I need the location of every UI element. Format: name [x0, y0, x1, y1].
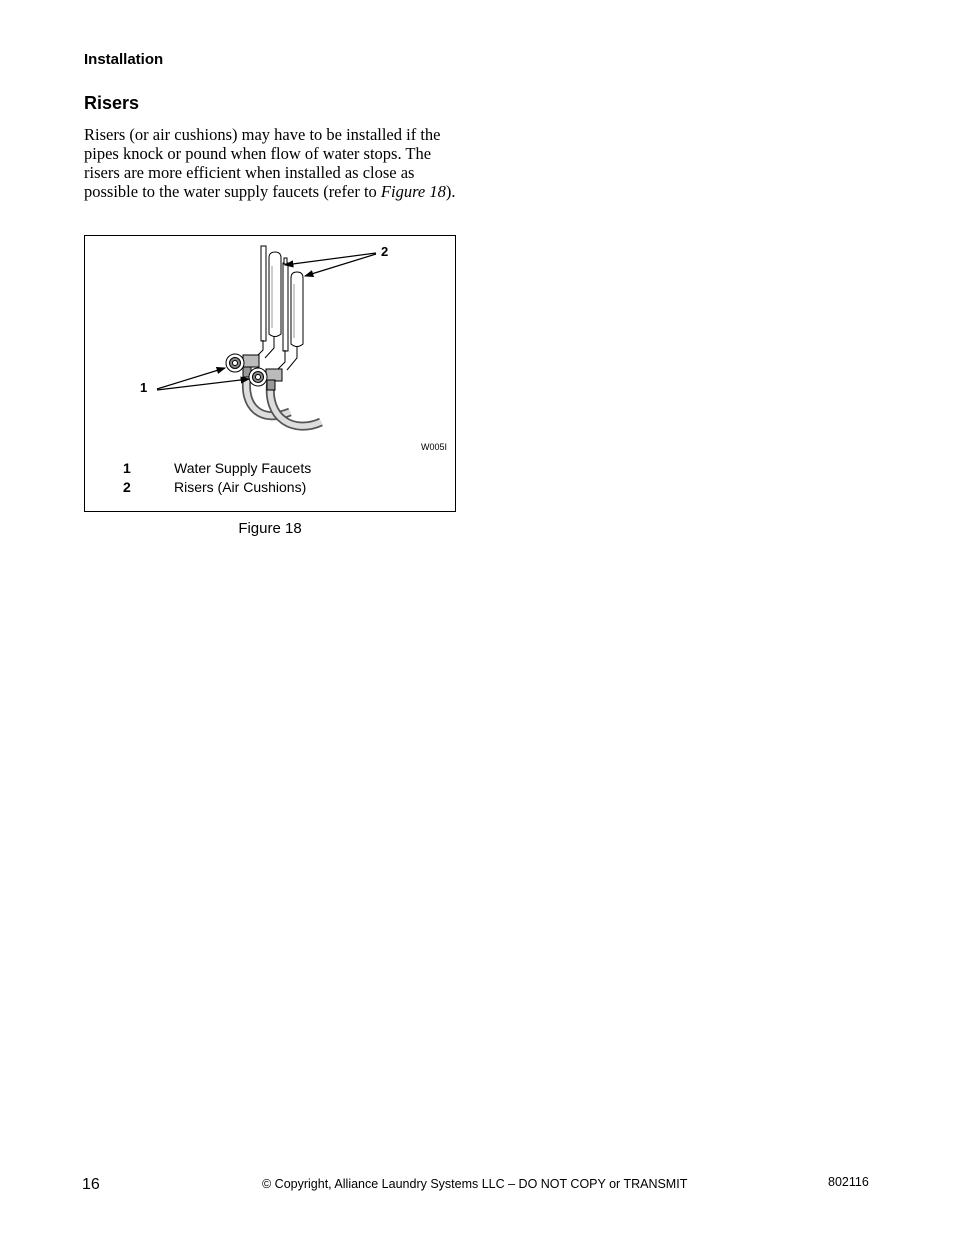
copyright-notice: © Copyright, Alliance Laundry Systems LLC – DO NOT COPY or TRANSMIT — [262, 1177, 688, 1191]
hose-right — [270, 380, 321, 426]
section-title: Risers — [84, 93, 140, 113]
legend-number: 1 — [123, 459, 131, 476]
figure-legend — [123, 458, 311, 496]
legend-row — [123, 477, 311, 496]
paragraph-text: Risers (or air cushions) may have to be installed if the pipes knock or pound when flow of water stops. The risers are more efficient when installed as close as possible to the water supply faucets (refer to — [84, 125, 441, 201]
paragraph-end: ). — [445, 182, 456, 201]
legend-row — [123, 458, 311, 477]
riser-left — [251, 246, 281, 358]
legend-number: 2 — [123, 478, 131, 495]
legend-label: Water Supply Faucets — [174, 459, 312, 476]
figure-code: W005I — [421, 442, 448, 452]
page-number: 16 — [82, 1176, 100, 1193]
figure-reference: Figure 18 — [380, 182, 446, 201]
document-number: 802116 — [828, 1175, 869, 1189]
callout-label-2: 2 — [381, 244, 389, 259]
callout-label-1: 1 — [140, 380, 148, 395]
figure-box — [84, 235, 456, 512]
legend-label: Risers (Air Cushions) — [174, 478, 307, 495]
body-paragraph — [84, 125, 459, 201]
section-header: Installation — [84, 51, 164, 68]
figure-caption: Figure 18 — [238, 520, 302, 537]
faucet-right — [249, 368, 282, 390]
